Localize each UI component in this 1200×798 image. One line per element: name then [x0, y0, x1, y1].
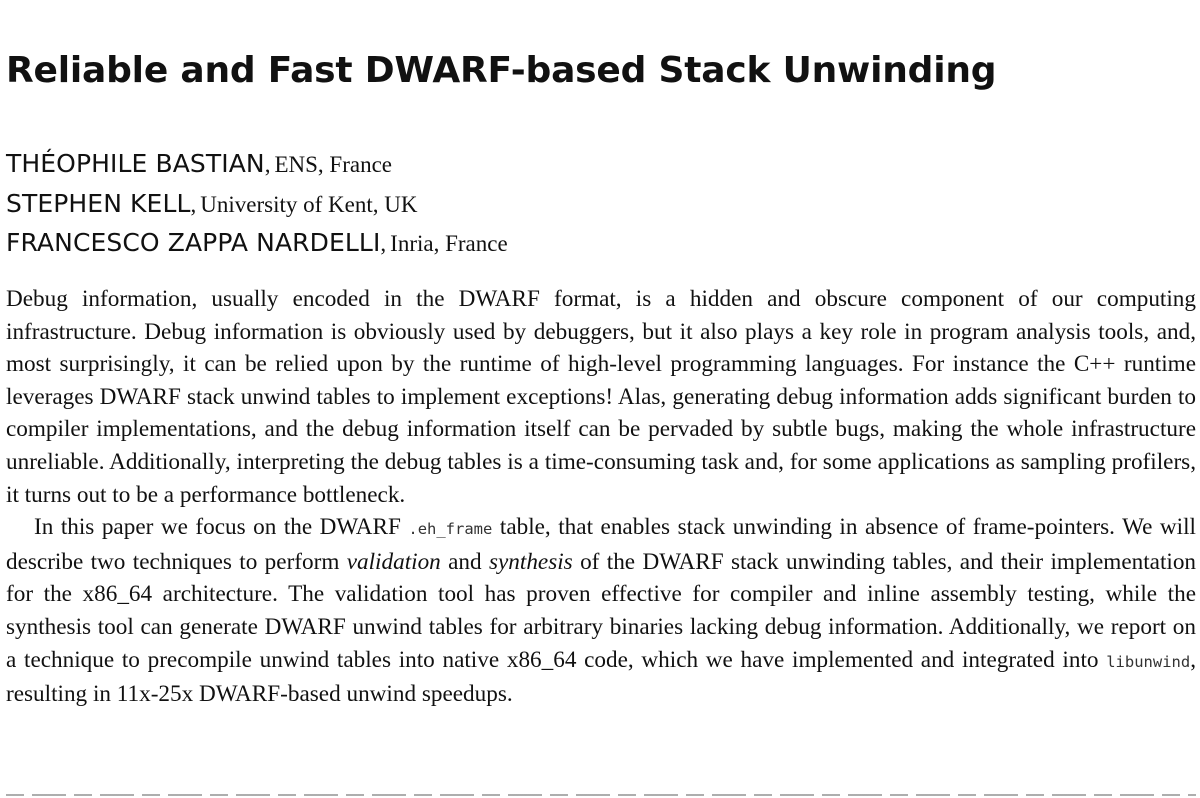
- abstract-text: In this paper we focus on the DWARF: [34, 514, 409, 541]
- author-name: THÉOPHILE BASTIAN: [6, 149, 265, 178]
- abstract-text: and: [440, 548, 489, 575]
- paper-title: Reliable and Fast DWARF-based Stack Unwinding: [6, 50, 997, 91]
- emphasis-validation: validation: [346, 548, 441, 575]
- author-entry: [6, 149, 508, 189]
- author-entry: [6, 189, 508, 229]
- abstract-text: , resulting in 11x-25x DWARF-based unwind speedups.: [6, 646, 1196, 708]
- code-libunwind: libunwind: [1106, 652, 1191, 671]
- author-affiliation: ENS, France: [274, 152, 393, 177]
- abstract-paragraph-1: Debug information, usually encoded in the DWARF format, is a hidden and obscure component of our computing infrastructure. Debug information is obviously used by debuggers, but it also plays a key role in program analysis tools, and, most surprisingly, it can be relied upon by the runtime of high-level programming languages. For instance the C++ runtime leverages DWARF stack unwind tables to implement exceptions! Alas, generating debug information adds significant burden to compiler implementations, and the debug information itself can be pervaded by subtle bugs, making the whole infrastructure unreliable. Additionally, interpreting the debug tables is a time-consuming task and, for some applications as sampling profilers, it turns out to be a performance bottleneck.: [6, 286, 1196, 508]
- author-name: STEPHEN KELL: [6, 188, 191, 218]
- author-separator: ,: [264, 152, 271, 177]
- abstract-paragraph-2: [6, 511, 1196, 711]
- author-separator: ,: [380, 231, 387, 256]
- author-list: [6, 149, 508, 268]
- abstract-text: of the DWARF stack unwinding tables, and their implementation for the x86_64 architecture. The validation tool has proven effective for compiler and inline assembly testing, while the synthesis tool can generate DWARF unwind tables for arbitrary binaries lacking debug information. Additionally, we report on a technique to precompile unwind tables into native x86_64 code, which we have implemented and integrated into: [6, 548, 1197, 673]
- emphasis-synthesis: synthesis: [488, 548, 573, 575]
- author-separator: ,: [190, 191, 197, 217]
- abstract: [6, 283, 1196, 711]
- cut-off-next-line: [6, 786, 1196, 798]
- cut-off-text-fragment: [6, 794, 1196, 796]
- paper-page: [6, 0, 1196, 798]
- author-affiliation: University of Kent, UK: [200, 191, 418, 217]
- author-name: FRANCESCO ZAPPA NARDELLI: [6, 228, 381, 257]
- abstract-text: table, that enables stack unwinding in absence of frame-pointers. We will describe two techniques to perform: [6, 514, 1196, 575]
- author-entry: [6, 228, 508, 268]
- author-affiliation: Inria, France: [390, 231, 508, 256]
- code-eh-frame: .eh_frame: [408, 520, 493, 539]
